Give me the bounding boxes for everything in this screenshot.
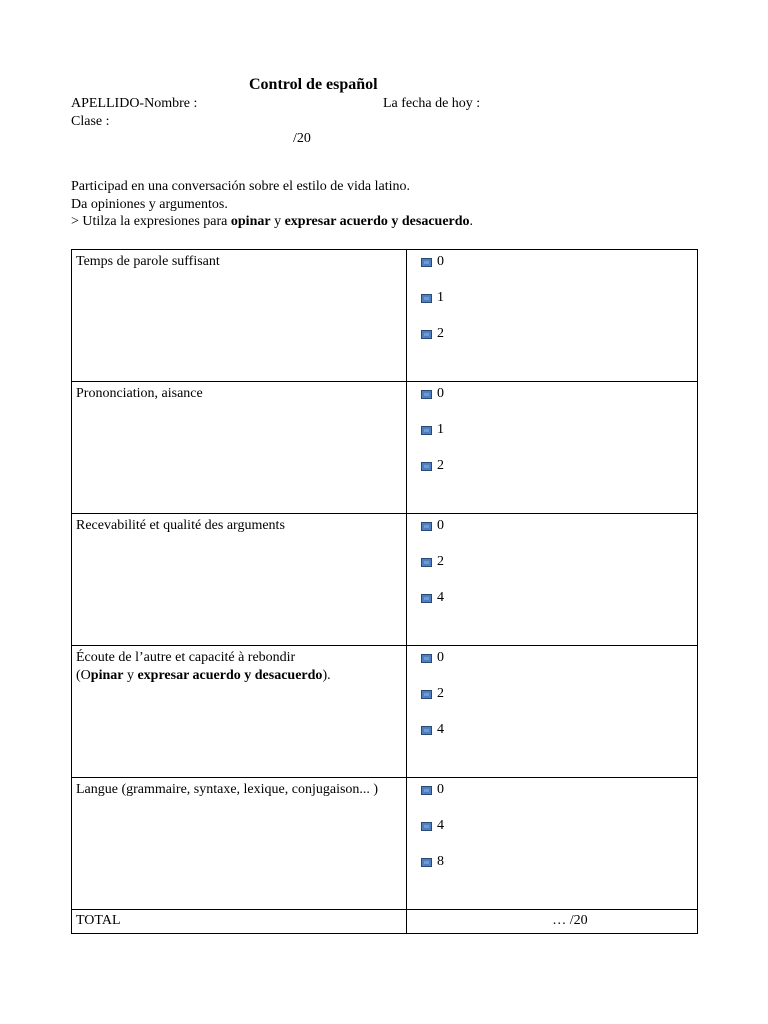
- checkbox-icon[interactable]: [421, 726, 432, 735]
- score-option[interactable]: [411, 589, 693, 625]
- criterion-label-cell: [72, 514, 407, 646]
- score-option-label: 0: [437, 782, 444, 797]
- score-option-label: 2: [437, 326, 444, 341]
- criterion-keyword-opinar: pinar: [90, 667, 124, 683]
- criterion-label: Recevabilité et qualité des arguments: [76, 518, 285, 533]
- score-option[interactable]: [411, 457, 693, 493]
- score-option[interactable]: [411, 721, 693, 757]
- checkbox-icon[interactable]: [421, 858, 432, 867]
- checkbox-icon[interactable]: [421, 654, 432, 663]
- score-option[interactable]: [411, 853, 693, 889]
- instructions-line-1: Participad en una conversación sobre el estilo de vida latino.: [71, 179, 411, 194]
- score-option-label: 8: [437, 854, 444, 869]
- criterion-options-cell: [407, 514, 698, 646]
- class-label: Clase :: [71, 114, 110, 129]
- checkbox-icon[interactable]: [421, 462, 432, 471]
- checkbox-icon[interactable]: [421, 258, 432, 267]
- score-option-label: 4: [437, 722, 444, 737]
- instructions-keyword-opinar: opinar: [230, 214, 271, 229]
- criterion-label: Écoute de l’autre et capacité à rebondir: [76, 650, 296, 665]
- criterion-label-cell: [72, 382, 407, 514]
- checkbox-icon[interactable]: [421, 294, 432, 303]
- criterion-sublabel-open: (O: [76, 667, 91, 683]
- criterion-sublabel: [76, 667, 402, 685]
- instructions-line-3-mid: y: [270, 214, 285, 229]
- criterion-options-cell: [407, 646, 698, 778]
- checkbox-icon[interactable]: [421, 786, 432, 795]
- criterion-row-language: [72, 778, 698, 910]
- criterion-sublabel-mid: y: [123, 667, 138, 683]
- instructions-line-3-suffix: .: [469, 214, 474, 229]
- score-option-label: 0: [437, 386, 444, 401]
- score-option[interactable]: [411, 781, 693, 817]
- instructions-line-3-prefix: > Utilza la expresiones para: [71, 214, 231, 229]
- score-option[interactable]: [411, 385, 693, 421]
- criterion-row-speaking-time: [72, 250, 698, 382]
- score-option-label: 0: [437, 518, 444, 533]
- score-option-label: 2: [437, 686, 444, 701]
- checkbox-icon[interactable]: [421, 426, 432, 435]
- score-option-label: 0: [437, 650, 444, 665]
- score-option[interactable]: [411, 325, 693, 361]
- criterion-label: Langue (grammaire, syntaxe, lexique, conjugaison... ): [76, 782, 379, 797]
- criterion-label-cell: [72, 250, 407, 382]
- criterion-options-cell: [407, 382, 698, 514]
- criterion-row-listening: [72, 646, 698, 778]
- criterion-label-cell: [72, 646, 407, 778]
- criterion-sublabel-close: ).: [322, 667, 331, 683]
- checkbox-icon[interactable]: [421, 522, 432, 531]
- criterion-options-cell: [407, 250, 698, 382]
- total-value-cell: [407, 910, 698, 934]
- criterion-row-pronunciation: [72, 382, 698, 514]
- checkbox-icon[interactable]: [421, 330, 432, 339]
- criterion-row-arguments: [72, 514, 698, 646]
- total-label-cell: [72, 910, 407, 934]
- instructions: [71, 178, 473, 231]
- score-option-label: 1: [437, 422, 444, 437]
- score-option[interactable]: [411, 253, 693, 289]
- date-label: La fecha de hoy :: [383, 96, 481, 111]
- page-title: Control de español: [249, 76, 378, 93]
- score-option-label: 4: [437, 590, 444, 605]
- score-option[interactable]: [411, 517, 693, 553]
- instructions-line-2: Da opiniones y argumentos.: [71, 196, 228, 212]
- score-option-label: 2: [437, 458, 444, 473]
- grading-table: [71, 249, 698, 934]
- score-option[interactable]: [411, 421, 693, 457]
- criterion-options-cell: [407, 778, 698, 910]
- name-label: APELLIDO-Nombre :: [71, 96, 198, 111]
- criterion-label: Temps de parole suffisant: [76, 254, 220, 269]
- score-option[interactable]: [411, 289, 693, 325]
- score-option[interactable]: [411, 649, 693, 685]
- instructions-keyword-expresar: expresar acuerdo y desacuerdo: [284, 214, 470, 229]
- score-option-label: 2: [437, 554, 444, 569]
- score-option-label: 1: [437, 290, 444, 305]
- score-option-label: 0: [437, 254, 444, 269]
- total-label: TOTAL: [76, 913, 121, 928]
- score-option-label: 4: [437, 818, 444, 833]
- checkbox-icon[interactable]: [421, 390, 432, 399]
- checkbox-icon[interactable]: [421, 594, 432, 603]
- score-option[interactable]: [411, 685, 693, 721]
- total-value: … /20: [552, 913, 588, 928]
- score-option[interactable]: [411, 817, 693, 853]
- score-label: /20: [293, 131, 311, 146]
- total-row: [72, 910, 698, 934]
- checkbox-icon[interactable]: [421, 558, 432, 567]
- criterion-label-cell: [72, 778, 407, 910]
- checkbox-icon[interactable]: [421, 822, 432, 831]
- instructions-line-3: [71, 213, 473, 231]
- criterion-keyword-expresar: expresar acuerdo y desacuerdo: [137, 667, 323, 683]
- checkbox-icon[interactable]: [421, 690, 432, 699]
- criterion-label: Prononciation, aisance: [76, 386, 203, 401]
- score-option[interactable]: [411, 553, 693, 589]
